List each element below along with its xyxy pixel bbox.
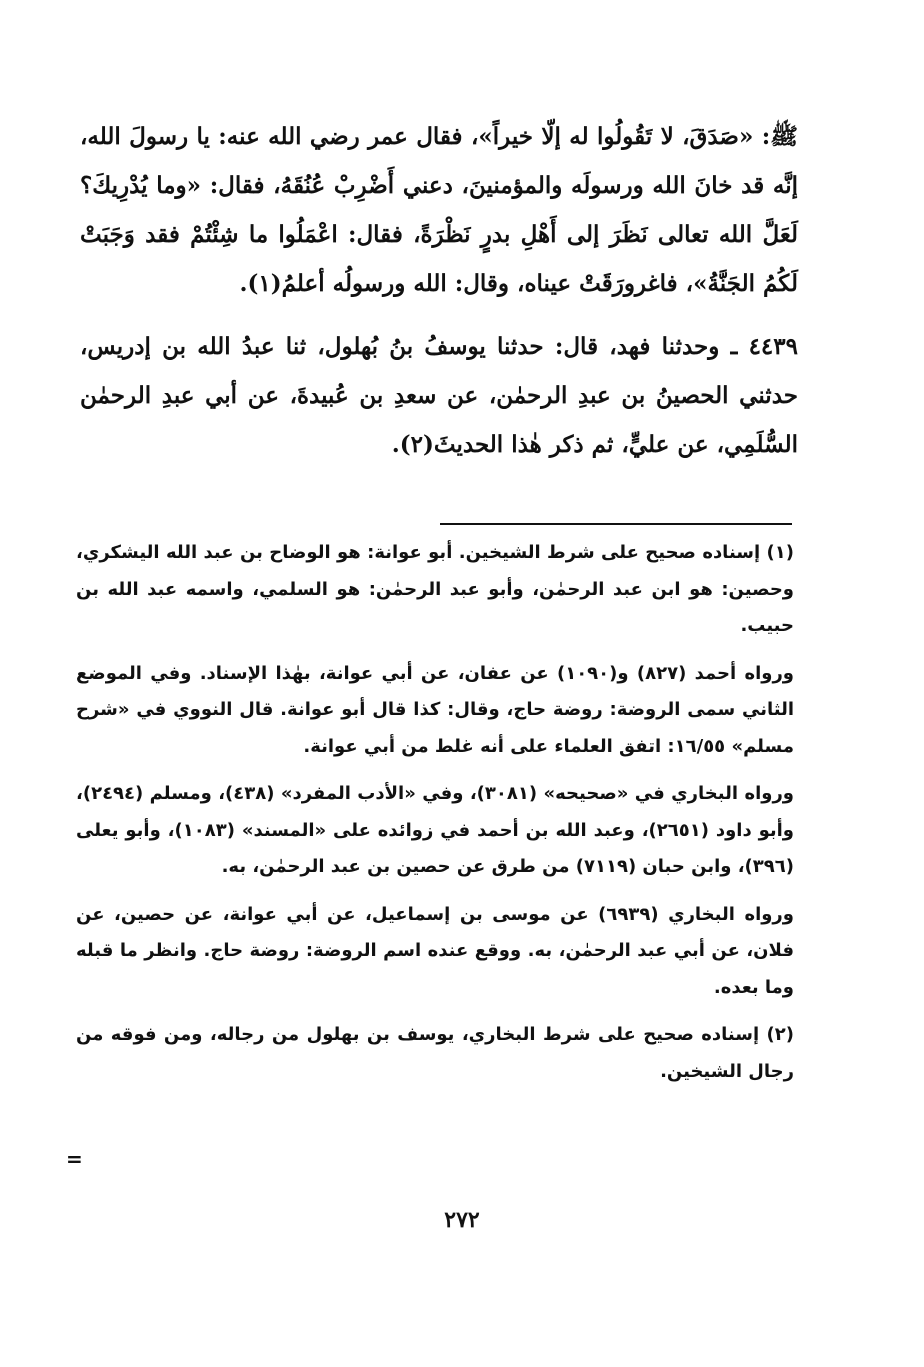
- continuation-mark: =: [66, 1147, 83, 1171]
- page-number: ٢٧٢: [444, 1207, 480, 1233]
- main-text: [80, 112, 798, 469]
- footnote-1-part-d: ورواه البخاري (٦٩٣٩) عن موسى بن إسماعيل، عن أبي عوانة، عن حصين، عن فلان، عن أبي عبد الرحمٰن، به. ووقع عنده اسم الروضة: روضة حاج. وانظر ما قبله وما بعده.: [76, 903, 794, 998]
- footnote-1-part-a: (١) إسناده صحيح على شرط الشيخين. أبو عوانة: هو الوضاح بن عبد الله اليشكري، وحصين: هو ابن عبد الرحمٰن، وأبو عبد الرحمٰن: هو السلمي، واسمه عبد الله بن حبيب.: [76, 542, 794, 636]
- footnotes: [76, 535, 794, 1101]
- footnote-2: (٢) إسناده صحيح على شرط البخاري، يوسف بن بهلول من رجاله، ومن فوقه من رجال الشيخين.: [76, 1024, 794, 1082]
- footnote-separator: [440, 523, 792, 525]
- footnote-1-part-c: ورواه البخاري في «صحيحه» (٣٠٨١)، وفي «الأدب المفرد» (٤٣٨)، ومسلم (٢٤٩٤)، وأبو داود (٢٦٥١)، وعبد الله بن أحمد في زوائده على «المسند» (١٠٨٣)، وأبو يعلى (٣٩٦)، وابن حبان (٧١١٩) من طرق عن حصين بن عبد الرحمٰن، به.: [76, 783, 794, 877]
- main-paragraph-2: ٤٤٣٩ ـ وحدثنا فهد، قال: حدثنا يوسفُ بنُ بُهلول، ثنا عبدُ الله بن إدريس، حدثني الحصينُ بن عبدِ الرحمٰن، عن سعدِ بن عُبيدةَ، عن أبي عبدِ الرحمٰن السُّلَمِي، عن عليٍّ، ثم ذكر هٰذا الحديثَ(٢).: [80, 333, 798, 458]
- footnote-1-part-b: ورواه أحمد (٨٢٧) و(١٠٩٠) عن عفان، عن أبي عوانة، بهٰذا الإسناد. وفي الموضع الثاني سمى الروضة: روضة حاج، وقال: كذا قال أبو عوانة. قال النووي في «شرح مسلم» ١٦/٥٥: اتفق العلماء على أنه غلط من أبي عوانة.: [76, 662, 794, 757]
- main-paragraph-1: ﷺ: «صَدَقَ، لا تَقُولُوا له إلّا خيراً»، فقال عمر رضي الله عنه: يا رسولَ الله، إنَّه قد خانَ الله ورسولَه والمؤمنينَ، دعني أَضْرِبْ عُنُقَهُ، فقال: «وما يُدْرِيكَ؟ لَعَلَّ الله تعالى نَظَرَ إلى أَهْلِ بدرٍ نَظْرَةً، فقال: اعْمَلُوا ما شِئْتُمْ فقد وَجَبَتْ لَكُمُ الجَنَّةُ»، فاغرورَقَتْ عيناه، وقال: الله ورسولُه أعلمُ(١).: [80, 123, 798, 297]
